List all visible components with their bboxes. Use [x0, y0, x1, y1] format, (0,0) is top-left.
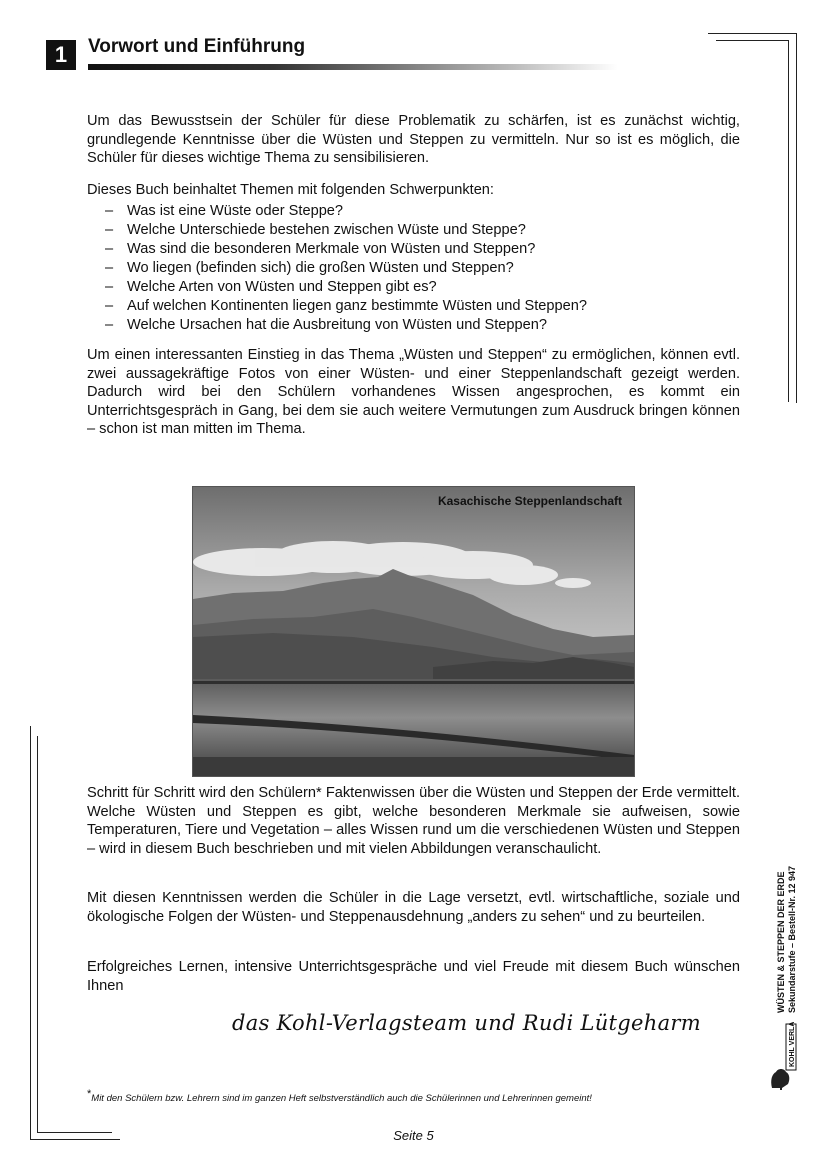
dash-bullet: –: [105, 298, 114, 314]
frame-line: [30, 726, 31, 1140]
paragraph-text: Um einen interessanten Einstieg in das Thema „Wüsten und Steppen“ zu ermöglichen, können evtl. zwei aussagekräftige Fotos von einer Wüsten- und einer Steppenlandschaft gezeigt werden. Dadurch wird bei den Schülern vorhandenes Wissen angesprochen, es kommt ein Unterrichtsgespräch in Gang, bei dem sie auch weitere Vermutungen zum Ausdruck bringen können – schon ist man mitten im Thema.: [87, 347, 740, 437]
paragraph-text: Mit diesen Kenntnissen werden die Schüler in die Lage versetzt, evtl. wirtschaftliche, soziale und ökologische Folgen der Wüsten- und Steppenausdehnung „anders zu sehen“ und zu beurteilen.: [87, 890, 740, 925]
chapter-number: 1: [46, 40, 76, 70]
footnote-text: Mit den Schülern bzw. Lehrern sind im ganzen Heft selbstverständlich auch die Schülerinnen und Lehrerinnen gemeint!: [91, 1093, 592, 1105]
intro-paragraph: [87, 112, 740, 168]
list-item-text: Wo liegen (befinden sich) die großen Wüsten und Steppen?: [127, 260, 514, 276]
logo-text: KOHL VERLAG: [789, 1022, 796, 1067]
topics-intro: [87, 181, 740, 200]
signature: das Kohl-Verlagsteam und Rudi Lütgeharm: [232, 1011, 701, 1035]
list-item: [105, 240, 587, 259]
list-item-text: Welche Arten von Wüsten und Steppen gibt es?: [127, 279, 437, 295]
intro-paragraph-2: [87, 346, 740, 439]
list-item-text: Was ist eine Wüste oder Steppe?: [127, 203, 344, 219]
side-imprint-order: Sekundarstufe – Bestell-Nr. 12 947: [787, 865, 797, 1013]
photo-caption: Kasachische Steppenlandschaft: [437, 494, 622, 508]
page-title: Vorwort und Einführung: [88, 36, 306, 57]
publisher-logo: [768, 1022, 798, 1092]
frame-line: [796, 33, 797, 403]
list-item-text: Welche Unterschiede bestehen zwischen Wüste und Steppe?: [127, 222, 526, 238]
list-item: [105, 278, 587, 297]
paragraph-text: Schritt für Schritt wird den Schülern* Faktenwissen über die Wüsten und Steppen der Erde vermittelt. Welche Wüsten und Steppen es gibt, welche besonderen Merkmale sie aufweisen, sowie Temperaturen, Tiere und Vegetation – alles Wissen rund um die verschiedenen Wüsten und Steppen – wird in diesem Buch beschrieben und mit vielen Abbildungen veranschaulicht.: [87, 785, 740, 857]
body-paragraph-3: [87, 958, 740, 995]
frame-line: [37, 736, 38, 1133]
list-item: [105, 297, 587, 316]
landscape-image: [193, 487, 634, 776]
list-item: [105, 259, 587, 278]
body-paragraph-2: [87, 889, 740, 926]
paragraph-text: Um das Bewusstsein der Schüler für diese Problematik zu schärfen, ist es zunächst wichtig, grundlegende Kenntnisse über die Wüsten und Steppen zu vermitteln. Nur so ist es möglich, die Schüler für dieses wichtige Thema zu sensibilisieren.: [87, 113, 740, 166]
footnote-mark: *: [87, 1088, 92, 1100]
list-item: [105, 221, 587, 240]
steppe-photo: [192, 486, 635, 777]
topics-list: [105, 202, 587, 335]
frame-line: [788, 40, 789, 402]
side-imprint-title: WÜSTEN & STEPPEN DER ERDE: [776, 871, 786, 1013]
paragraph-text: Erfolgreiches Lernen, intensive Unterrichtsgespräche und viel Freude mit diesem Buch wünschen Ihnen: [87, 959, 740, 994]
body-paragraph-1: [87, 784, 740, 858]
list-item: [105, 316, 587, 335]
dash-bullet: –: [105, 317, 114, 333]
dash-bullet: –: [105, 279, 114, 295]
list-item-text: Auf welchen Kontinenten liegen ganz bestimmte Wüsten und Steppen?: [127, 298, 588, 314]
dash-bullet: –: [105, 260, 114, 276]
side-imprint: [776, 813, 798, 1013]
publisher-logo-icon: [768, 1022, 798, 1092]
frame-line: [708, 33, 797, 34]
frame-line: [716, 40, 789, 41]
footnote: [87, 1088, 592, 1104]
dash-bullet: –: [105, 222, 114, 238]
list-item: [105, 202, 587, 221]
dash-bullet: –: [105, 203, 114, 219]
list-item-text: Welche Ursachen hat die Ausbreitung von Wüsten und Steppen?: [127, 317, 547, 333]
dash-bullet: –: [105, 241, 114, 257]
paragraph-text: Dieses Buch beinhaltet Themen mit folgenden Schwerpunkten:: [87, 182, 494, 198]
list-item-text: Was sind die besonderen Merkmale von Wüsten und Steppen?: [127, 241, 536, 257]
title-underline: [88, 64, 618, 70]
page-number: Seite 5: [393, 1128, 434, 1143]
